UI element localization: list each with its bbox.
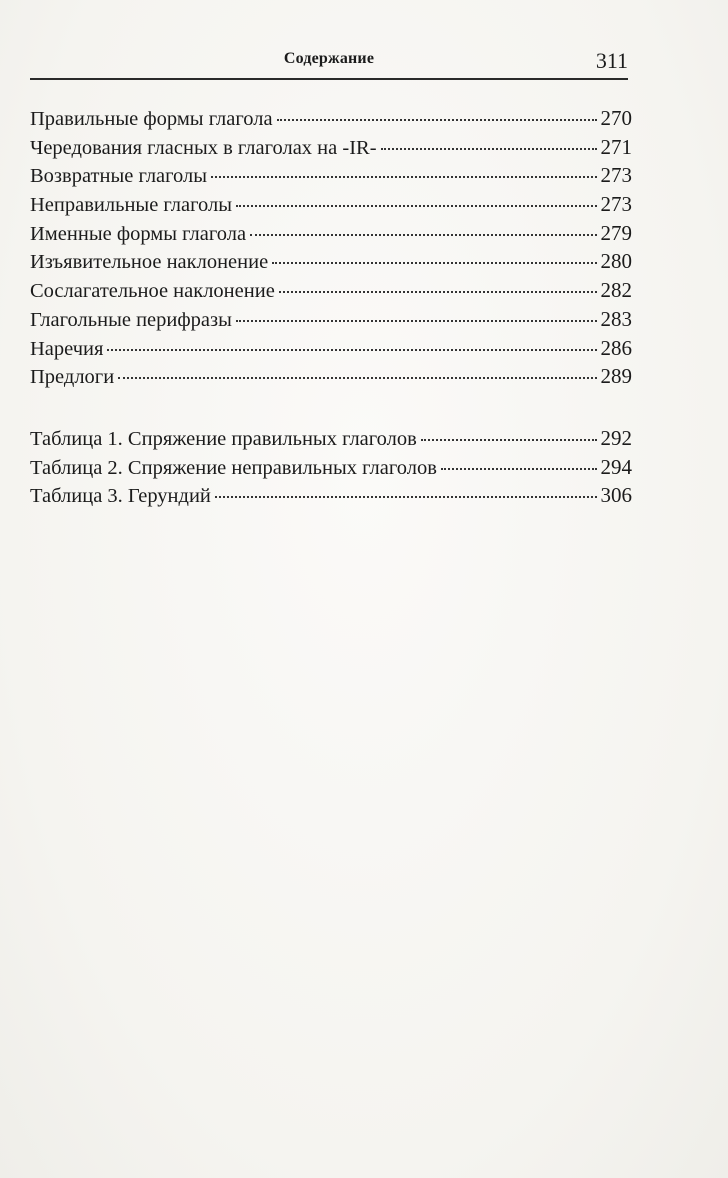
- toc-entry: [30, 334, 632, 363]
- toc-entry-title: Неправильные глаголы: [30, 194, 232, 217]
- dot-leader: [277, 119, 597, 121]
- toc-entry: [30, 362, 632, 391]
- dot-leader: [441, 468, 597, 470]
- toc-entry-title: Таблица 2. Спряжение неправильных глаголов: [30, 456, 437, 479]
- toc-entry-title: Сослагательное наклонение: [30, 280, 275, 303]
- dot-leader: [272, 262, 596, 264]
- header-title: Содержание: [283, 50, 375, 67]
- toc-entry-page: 294: [600, 454, 632, 479]
- toc-entry-page: 306: [600, 483, 632, 508]
- toc-entry-title: Правильные формы глагола: [30, 108, 273, 130]
- toc-entry-title: Таблица 1. Спряжение правильных глаголов: [30, 428, 417, 450]
- toc-entry-page: 273: [600, 163, 632, 188]
- toc-entry-title: Глагольные перифразы: [30, 308, 232, 331]
- toc-entry-page: 292: [600, 426, 632, 450]
- toc-entry-page: 283: [600, 306, 632, 331]
- dot-leader: [236, 320, 597, 322]
- toc-entry-title: Именные формы глагола: [30, 222, 247, 245]
- toc-entry-page: 280: [600, 249, 632, 274]
- toc-entry-title: Чередования гласных в глаголах на -IR-: [30, 136, 377, 159]
- toc-entry-page: 289: [600, 364, 632, 389]
- header-page-number: 311: [595, 48, 628, 73]
- dot-leader: [421, 439, 597, 441]
- toc-entry-page: 282: [600, 278, 632, 303]
- toc-table-entry: [30, 453, 632, 482]
- dot-leader: [250, 234, 596, 236]
- toc-tables: [30, 424, 632, 510]
- toc-entry: [30, 161, 632, 190]
- dot-leader: [107, 349, 596, 351]
- toc-entry-title: Возвратные глаголы: [30, 165, 208, 188]
- toc-entry-page: 279: [600, 220, 632, 245]
- toc-entry-title: Предлоги: [30, 366, 115, 389]
- dot-leader: [118, 377, 596, 379]
- toc-chapters: [30, 104, 632, 391]
- toc-entry: [30, 190, 632, 219]
- dot-leader: [211, 176, 596, 178]
- dot-leader: [215, 496, 597, 498]
- toc-entry-page: 270: [600, 106, 632, 130]
- toc-entry-title: Наречия: [30, 337, 104, 360]
- running-header: [30, 46, 628, 80]
- toc-table-entry: [30, 481, 632, 510]
- dot-leader: [279, 291, 597, 293]
- toc-entry: [30, 219, 632, 248]
- toc-entry-title: Таблица 3. Герундий: [30, 485, 211, 508]
- toc-table-entry: [30, 424, 632, 453]
- toc-entry-title: Изъявительное наклонение: [30, 251, 269, 274]
- toc-entry: [30, 104, 632, 133]
- dot-leader: [236, 205, 597, 207]
- toc-entry: [30, 305, 632, 334]
- toc-entry: [30, 133, 632, 162]
- toc-entry: [30, 276, 632, 305]
- toc-entry-page: 273: [600, 192, 632, 217]
- toc-entry-page: 271: [600, 134, 632, 159]
- toc-entry-page: 286: [600, 335, 632, 360]
- dot-leader: [381, 148, 597, 150]
- toc-entry: [30, 247, 632, 276]
